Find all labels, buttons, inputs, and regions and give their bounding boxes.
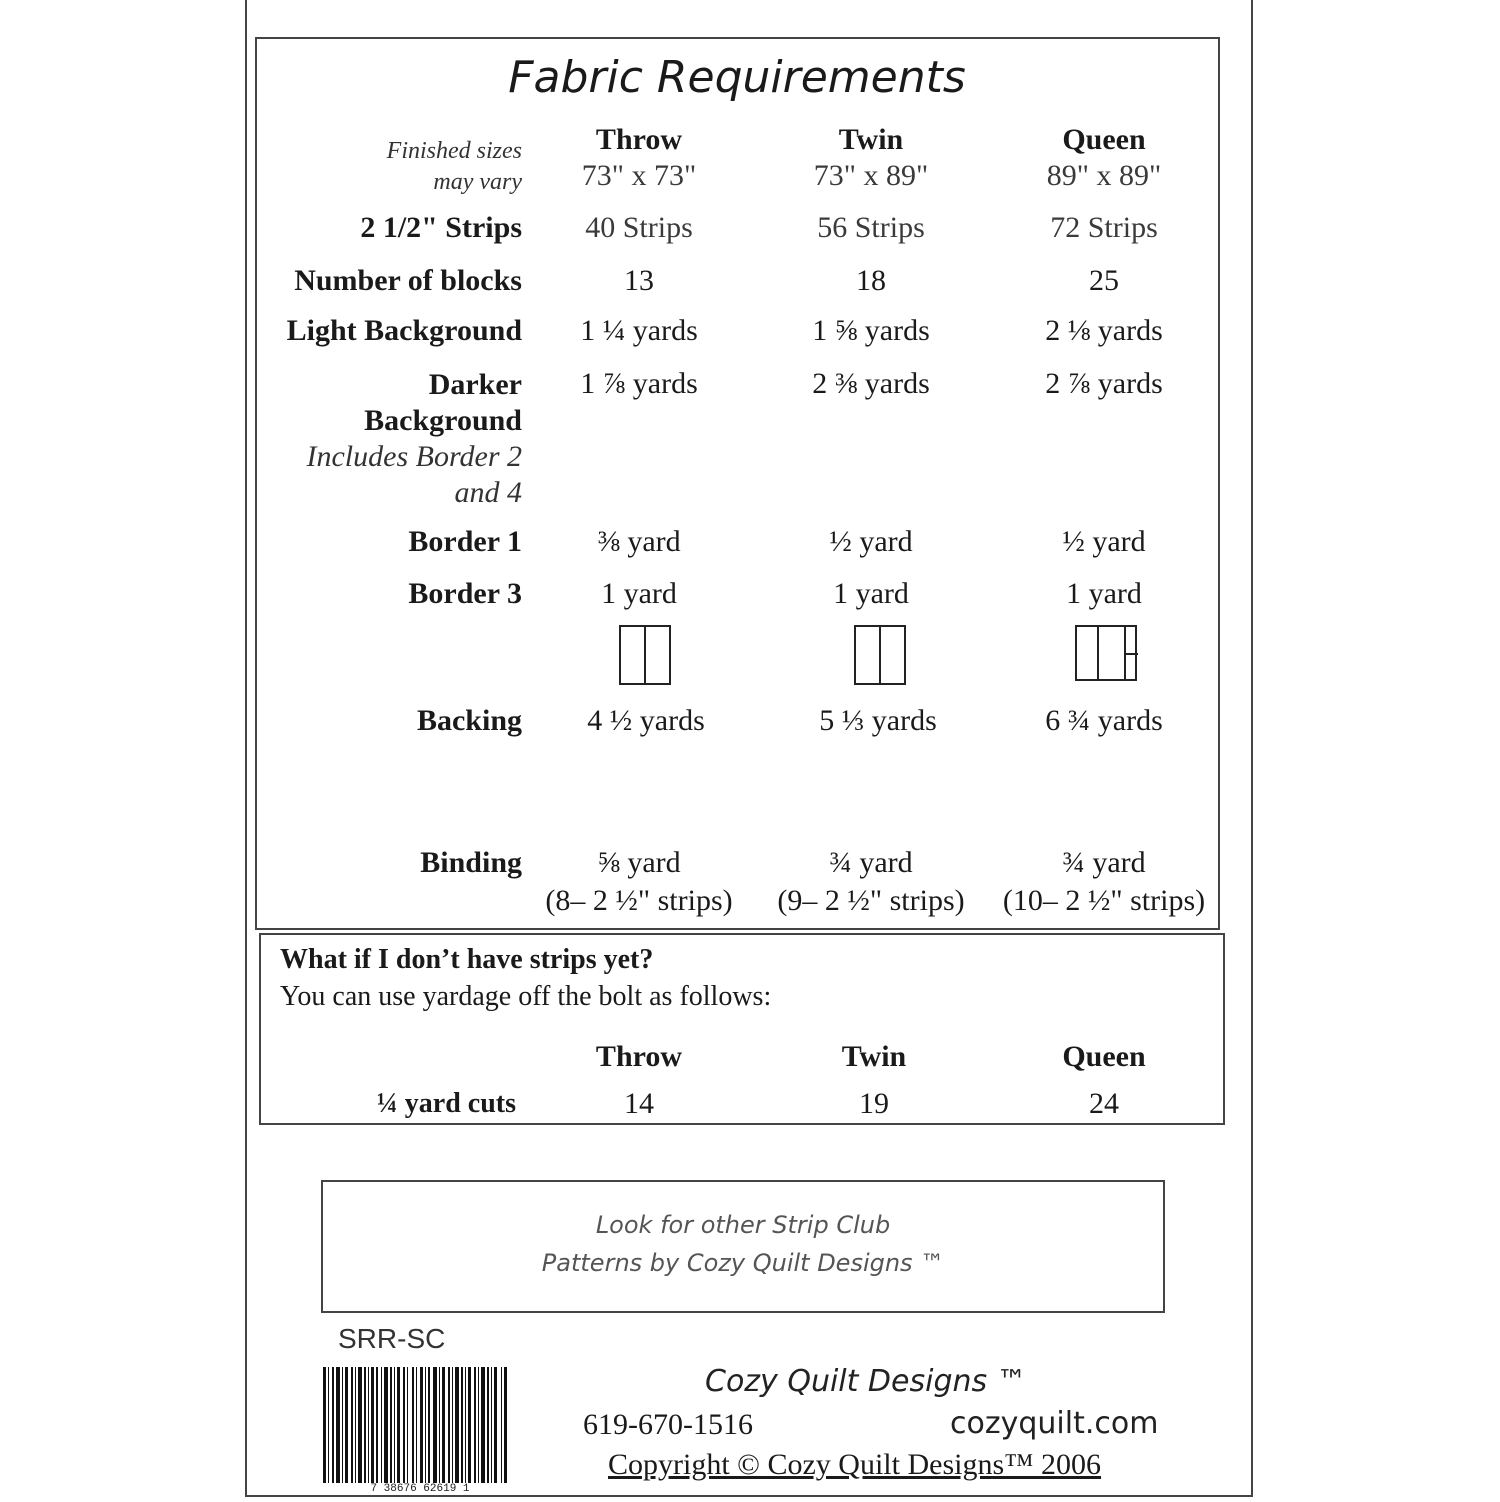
backing-twin: 5 ⅓ yards <box>819 704 937 737</box>
blocks-twin: 18 <box>856 264 886 297</box>
darker-note-line2: and 4 <box>454 476 522 509</box>
border1-queen: ½ yard <box>1062 525 1146 558</box>
row-label-blocks: Number of blocks <box>294 264 522 297</box>
border1-twin: ½ yard <box>829 525 913 558</box>
darker-label-line1: Darker <box>428 368 522 401</box>
website-link[interactable]: cozyquilt.com <box>950 1406 1159 1441</box>
row-label-strips: 2 1/2" Strips <box>360 211 522 244</box>
darker-throw: 1 ⅞ yards <box>580 367 698 400</box>
light-queen: 2 ⅛ yards <box>1045 314 1163 347</box>
light-twin: 1 ⅝ yards <box>812 314 930 347</box>
size-dims-queen: 89" x 89" <box>1046 159 1162 192</box>
yardage-answer: You can use yardage off the bolt as follows: <box>280 981 772 1012</box>
promo-panel <box>321 1180 1165 1313</box>
strips-queen: 72 Strips <box>1050 211 1158 244</box>
strips-twin: 56 Strips <box>817 211 925 244</box>
binding-throw: ⅝ yard <box>597 846 681 879</box>
darker-twin: 2 ⅜ yards <box>812 367 930 400</box>
row-label-binding: Binding <box>420 846 522 879</box>
backing-three-panel-icon <box>1075 625 1137 681</box>
brand-name: Cozy Quilt Designs ™ <box>705 1364 1027 1399</box>
binding-strips-twin: (9– 2 ½" strips) <box>777 884 965 917</box>
barcode-bars <box>315 1365 525 1497</box>
darker-note-line1: Includes Border 2 <box>306 440 522 473</box>
backing-two-panel-icon <box>854 625 906 685</box>
row-label-backing: Backing <box>416 704 522 737</box>
row-label-light-background: Light Background <box>286 314 522 347</box>
yardage-throw: 14 <box>624 1087 654 1120</box>
row-label-border-1: Border 1 <box>408 525 522 558</box>
page-title: Fabric Requirements <box>508 52 966 103</box>
size-header-throw: Throw <box>595 123 683 156</box>
backing-throw: 4 ½ yards <box>587 704 705 737</box>
binding-strips-throw: (8– 2 ½" strips) <box>545 884 733 917</box>
backing-queen: 6 ¾ yards <box>1045 704 1163 737</box>
size-header-queen: Queen <box>1062 123 1146 156</box>
binding-twin: ¾ yard <box>829 846 913 879</box>
promo-line-2: Patterns by Cozy Quilt Designs ™ <box>541 1249 945 1277</box>
row-label-darker-background <box>306 367 522 511</box>
yardage-twin: 19 <box>859 1087 889 1120</box>
darker-queen: 2 ⅞ yards <box>1045 367 1163 400</box>
size-header-twin: Twin <box>838 123 904 156</box>
row-label-border-3: Border 3 <box>408 577 522 610</box>
binding-strips-queen: (10– 2 ½" strips) <box>1002 884 1206 917</box>
sku-code: SRR-SC <box>338 1323 446 1354</box>
sizes-note <box>387 136 522 198</box>
yardage-queen: 24 <box>1089 1087 1119 1120</box>
barcode <box>315 1365 525 1497</box>
backing-two-panel-icon <box>619 625 671 685</box>
yardage-header-throw: Throw <box>595 1040 683 1073</box>
phone-number: 619-670-1516 <box>583 1408 753 1441</box>
blocks-queen: 25 <box>1089 264 1119 297</box>
sizes-note-line1: Finished sizes <box>386 138 522 164</box>
border1-throw: ⅜ yard <box>597 525 681 558</box>
size-dims-throw: 73" x 73" <box>581 159 697 192</box>
strips-throw: 40 Strips <box>585 211 693 244</box>
barcode-digits: 7 38676 62619 1 <box>315 1483 525 1495</box>
yardage-question: What if I don’t have strips yet? <box>280 944 654 975</box>
yardage-header-twin: Twin <box>841 1040 907 1073</box>
border3-twin: 1 yard <box>833 577 909 610</box>
copyright-notice: Copyright © Cozy Quilt Designs™ 2006 <box>608 1448 1102 1481</box>
light-throw: 1 ¼ yards <box>580 314 698 347</box>
border3-throw: 1 yard <box>601 577 677 610</box>
darker-label-line2: Background <box>364 404 522 437</box>
promo-line-1: Look for other Strip Club <box>595 1211 891 1239</box>
border3-queen: 1 yard <box>1066 577 1142 610</box>
blocks-throw: 13 <box>624 264 654 297</box>
size-dims-twin: 73" x 89" <box>813 159 929 192</box>
yardage-header-queen: Queen <box>1062 1040 1146 1073</box>
binding-queen: ¾ yard <box>1062 846 1146 879</box>
sizes-note-line2: may vary <box>433 169 522 195</box>
yardage-row-label: ¼ yard cuts <box>376 1088 516 1119</box>
